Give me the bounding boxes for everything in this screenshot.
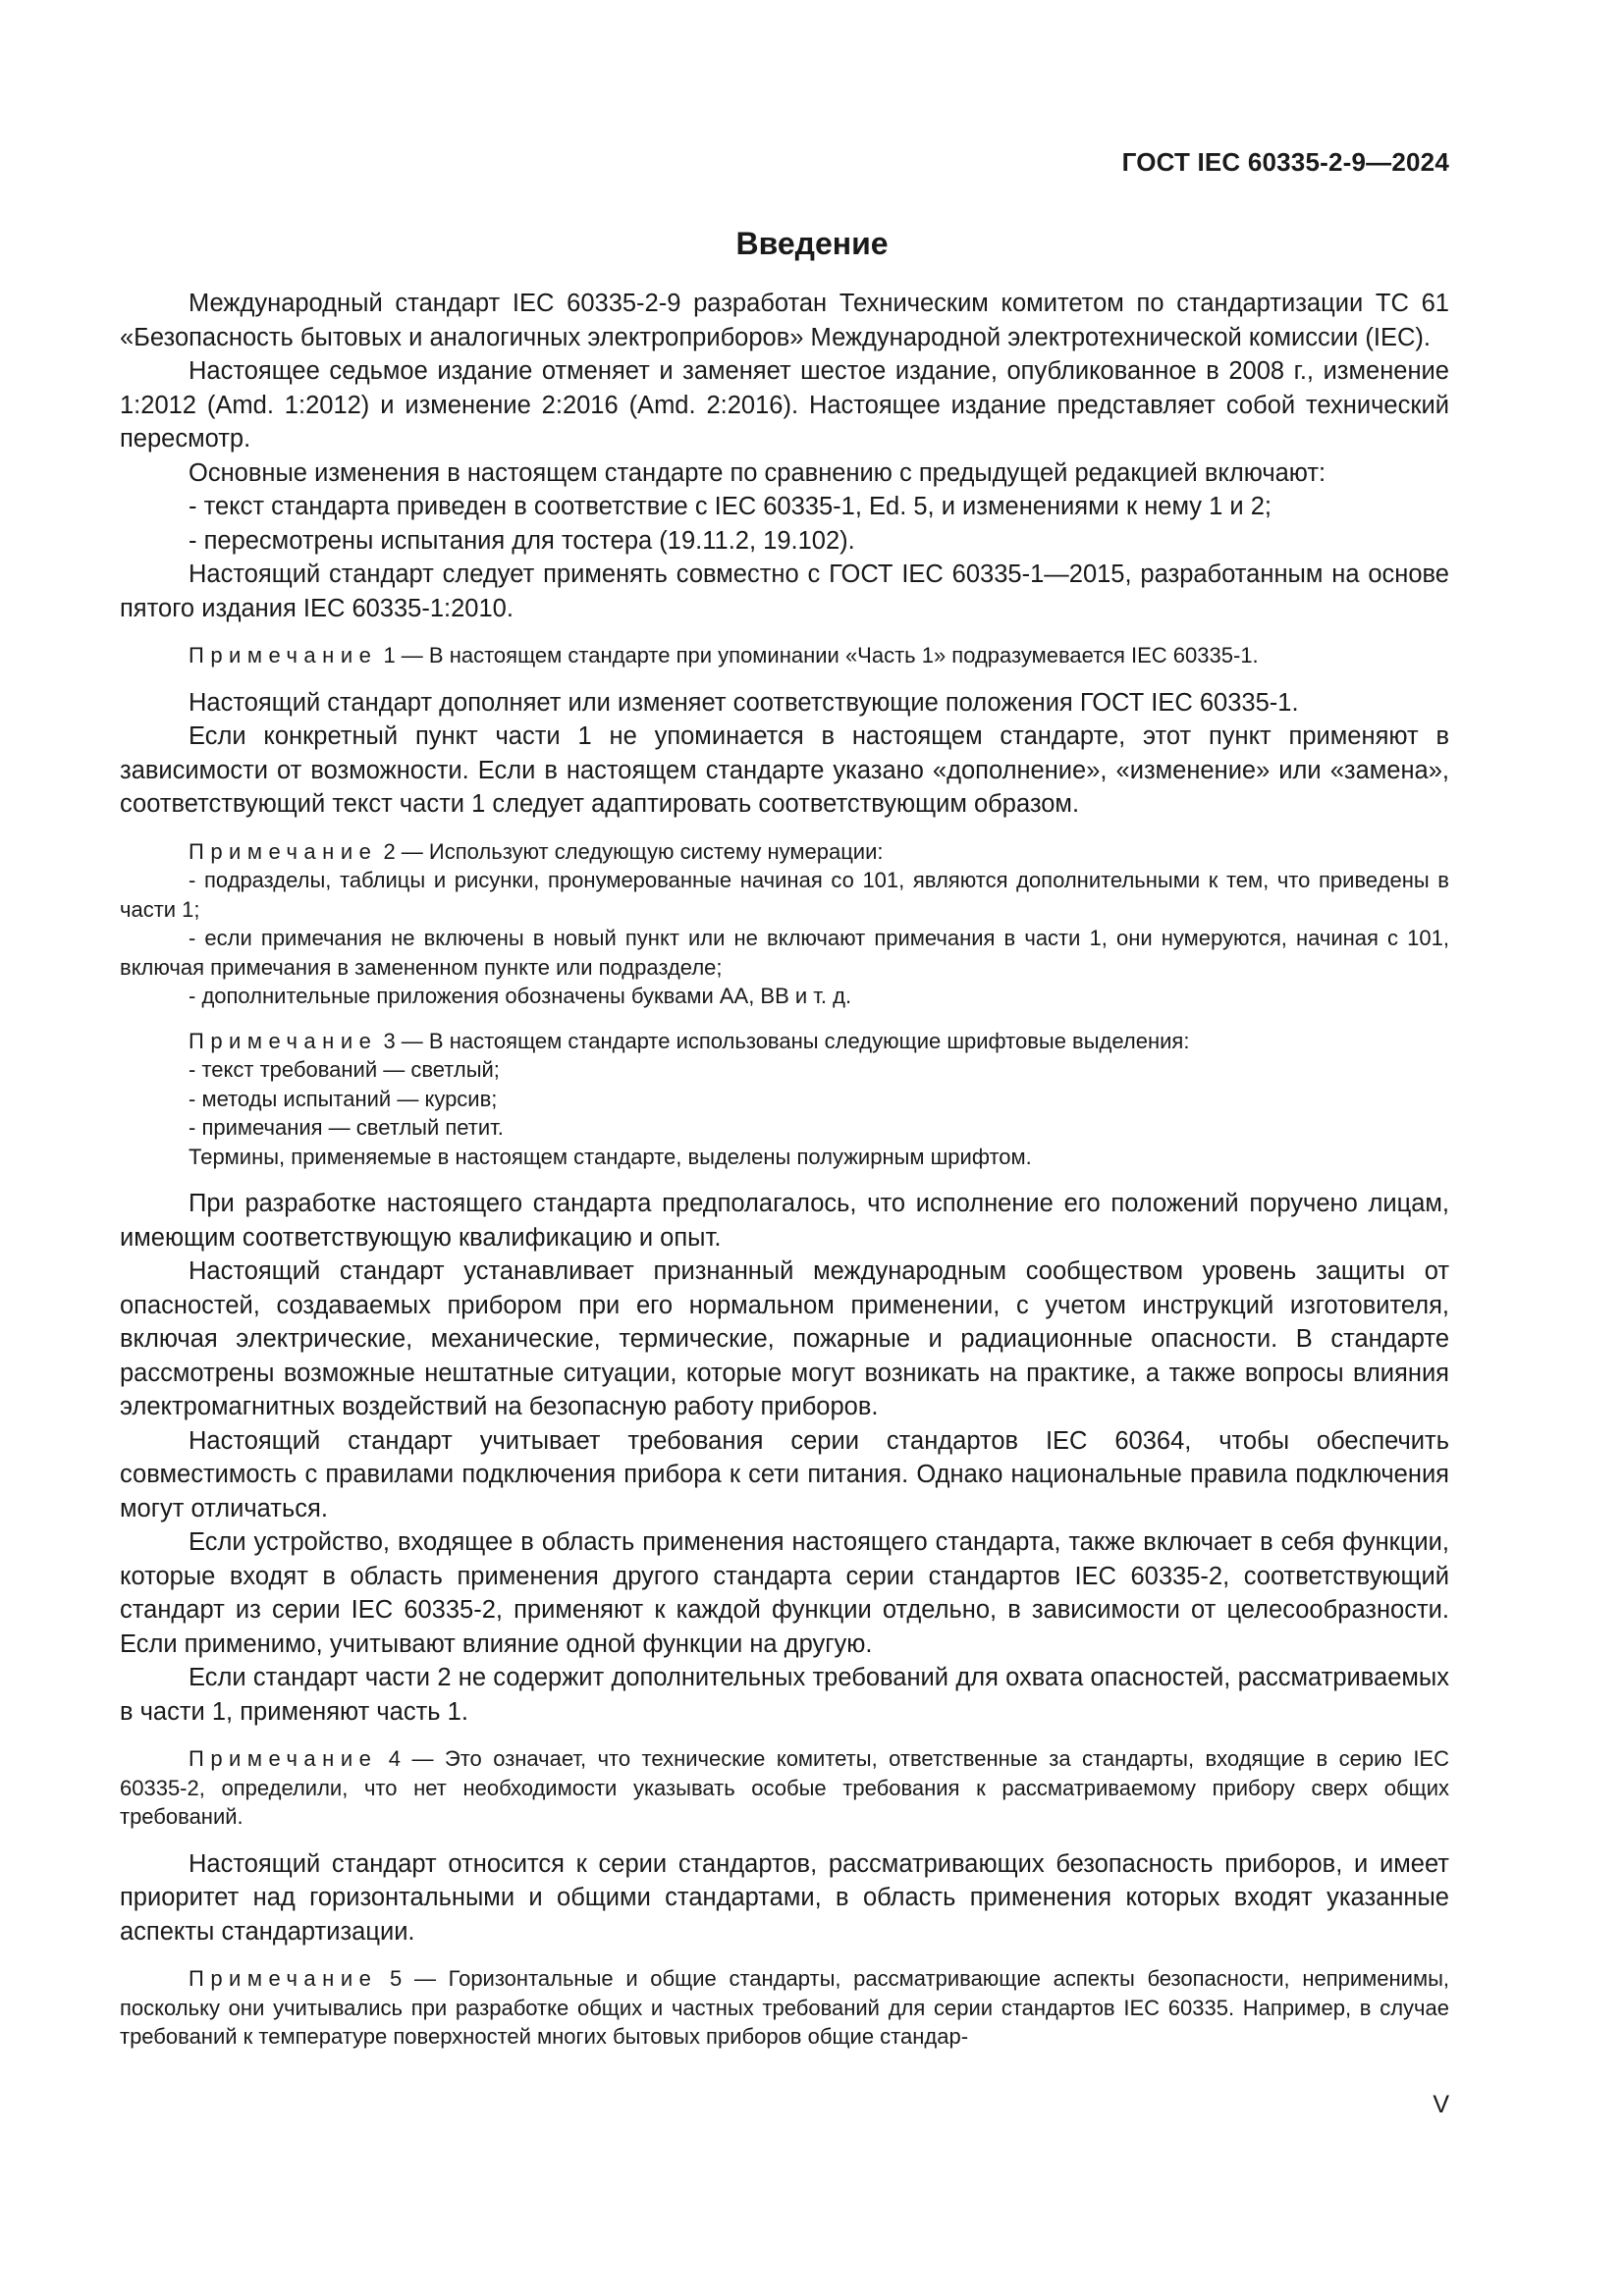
note-1 (120, 641, 1449, 670)
paragraph: Настоящий стандарт дополняет или изменяет соответствующие положения ГОСТ IEC 60335-1. (189, 688, 1299, 717)
note-label: Примечание (189, 643, 378, 667)
paragraph: Настоящий стандарт относится к серии стандартов, рассматривающих безопасность приборов, и имеет приоритет над горизонтальными и общими стандартами, в область применения которых входят указанные аспекты стандартизации. (120, 1849, 1449, 1946)
note-4 (120, 1744, 1449, 1832)
changes-list (120, 490, 1449, 558)
list-item: - дополнительные приложения обозначены буквами АА, ВВ и т. д. (189, 984, 852, 1008)
document-body (120, 287, 1449, 2067)
list-item: - примечания — светлый петит. (189, 1115, 504, 1140)
paragraph: Настоящее седьмое издание отменяет и заменяет шестое издание, опубликованное в 2008 г., изменение 1:2012 (Amd. 1:2012) и изменение 2:2016 (Amd. 2:2016). Настоящее издание представляет собой технический пересмотр. (120, 357, 1449, 453)
note-text: 2 — Используют следующую систему нумерации: (377, 838, 884, 864)
list-item: - подразделы, таблицы и рисунки, пронумерованные начиная со 101, являются дополнительными к тем, что приведены в части 1; (120, 868, 1449, 922)
page-number: V (1433, 2091, 1449, 2118)
paragraph: Если устройство, входящее в область применения настоящего стандарта, также включает в себя функции, которые входят в область применения другого стандарта серии стандартов IEC 60335-2, соответствующий стандарт из серии IEC 60335-2, применяют к каждой функции отдельно, в зависимости от целесообразности. Если применимо, учитывают влияние одной функции на другую. (120, 1528, 1449, 1658)
note-3 (120, 1027, 1449, 1172)
section-title: Введение (735, 226, 889, 261)
note-2 (120, 837, 1449, 1011)
paragraph: Если конкретный пункт части 1 не упоминается в настоящем стандарте, этот пункт применяют в зависимости от возможности. Если в настоящем стандарте указано «дополнение», «изменение» или «замена», соответствующий текст части 1 следует адаптировать соответствующим образом. (120, 722, 1449, 818)
list-item: - текст требований — светлый; (189, 1057, 500, 1082)
document-header: ГОСТ IEC 60335-2-9—2024 (1121, 147, 1449, 177)
note-text: 3 — В настоящем стандарте использованы следующие шрифтовые выделения: (377, 1028, 1190, 1053)
note-5 (120, 1964, 1449, 2052)
list-item: - если примечания не включены в новый пункт или не включают примечания в части 1, они нумеруются, начиная с 101, включая примечания в замененном пункте или подразделе; (120, 926, 1449, 980)
list-item: - текст стандарта приведен в соответствие с IEC 60335-1, Ed. 5, и изменениями к нему 1 и 2; (189, 493, 1272, 520)
note-text: 4 — Это означает, что технические комитеты, ответственные за стандарты, входящие в серию IEC 60335-2, определили, что нет необходимости указывать особые требования к рассматриваемому прибору сверх общих требований. (120, 1746, 1449, 1829)
note-text: 1 — В настоящем стандарте при упоминании «Часть 1» подразумевается IEC 60335-1. (377, 643, 1259, 667)
list-item: - методы испытаний — курсив; (189, 1086, 498, 1111)
paragraph: Настоящий стандарт учитывает требования серии стандартов IEC 60364, чтобы обеспечить совместимость с правилами подключения прибора к сети питания. Однако национальные правила подключения могут отличаться. (120, 1426, 1449, 1522)
note-label: Примечание (189, 838, 378, 864)
note-label: Примечание (189, 1746, 378, 1771)
paragraph: При разработке настоящего стандарта предполагалось, что исполнение его положений поручено лицам, имеющим соответствующую квалификацию и опыт. (120, 1190, 1449, 1252)
note-text: 5 — Горизонтальные и общие стандарты, рассматривающие аспекты безопасности, неприменимы, поскольку они учитывались при разработке общих и частных требований для серии стандартов IEC 60335. Например, в случае требований к температуре поверхностей многих бытовых приборов общие стандар- (120, 1966, 1449, 2049)
paragraph: Основные изменения в настоящем стандарте по сравнению с предыдущей редакцией включают: (189, 458, 1326, 487)
paragraph: Международный стандарт IEC 60335-2-9 разработан Техническим комитетом по стандартизации ТС 61 «Безопасность бытовых и аналогичных электроприборов» Международной электротехнической комиссии (IEC). (120, 290, 1449, 351)
list-item: - пересмотрены испытания для тостера (19.11.2, 19.102). (189, 526, 855, 555)
note-text: Термины, применяемые в настоящем стандарте, выделены полужирным шрифтом. (189, 1144, 1032, 1169)
paragraph: Настоящий стандарт устанавливает признанный международным сообществом уровень защиты от опасностей, создаваемых прибором при его нормальном применении, с учетом инструкций изготовителя, включая электрические, механические, термические, пожарные и радиационные опасности. В стандарте рассмотрены возможные нештатные ситуации, которые могут возникать на практике, а также вопросы влияния электромагнитных воздействий на безопасную работу приборов. (120, 1257, 1449, 1420)
paragraph: Если стандарт части 2 не содержит дополнительных требований для охвата опасностей, рассматриваемых в части 1, применяют часть 1. (120, 1664, 1449, 1726)
paragraph: Настоящий стандарт следует применять совместно с ГОСТ IEC 60335-1—2015, разработанным на основе пятого издания IEC 60335-1:2010. (120, 561, 1449, 622)
note-label: Примечание (189, 1966, 378, 1991)
note-label: Примечание (189, 1028, 378, 1053)
